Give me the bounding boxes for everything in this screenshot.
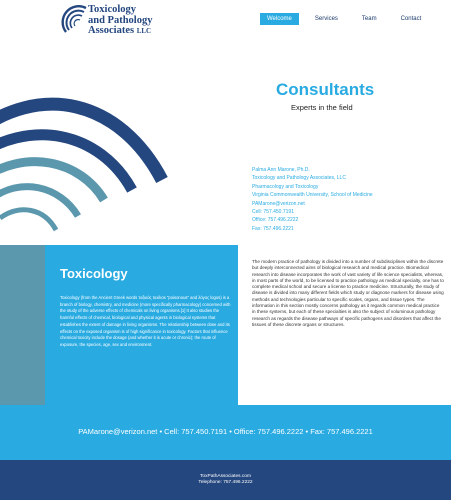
nav-welcome[interactable]: Welcome <box>260 13 299 25</box>
pathology-text: The modern practice of pathology is divided into a number of subdisciplines within the discrete but deeply interconnected aims of biological research and medical practice. Biomedical research into disease incorporates the work of vast variety of life science specialists, whereas, in most parts of the world, to be licensed to practice pathology as medical specialty, one has to complete medical school and secure a license to practice medicine. Structurally, the study of disease is divided into many different fields which study or diagnose markers for disease using methods and technologies particular to specific scales, organs, and tissue types. The information in this section mostly concerns pathology as it regards common medical practice in these systems, but each of these specialties is also the subject of voluminous pathology research as regards the disease pathways of specific pathogens and disorders that affect the tissues of these discrete organs or structures. <box>252 259 444 327</box>
nav-contact[interactable]: Contact <box>400 16 422 22</box>
contact-bar <box>0 405 451 460</box>
logo-line-3: Associates <box>88 25 135 36</box>
main-nav <box>260 13 437 25</box>
hero-title: Consultants <box>276 80 375 99</box>
logo-line-2: and Pathology <box>88 14 153 26</box>
footer-website-link[interactable]: ToxPathAssociates.com <box>200 474 251 479</box>
contact-department: Pharmacology and Toxicology <box>252 183 319 190</box>
site-footer <box>0 460 451 500</box>
footer-telephone: Telephone: 757.496.2222 <box>198 480 253 485</box>
contact-email-link[interactable]: PAMarone@verizon.net <box>252 200 305 207</box>
site-logo[interactable] <box>60 4 180 36</box>
contact-company: Toxicology and Pathology Associates, LLC <box>252 175 346 182</box>
logo-line-3-wrap <box>88 26 152 37</box>
contact-bar-text: PAMarone@verizon.net • Cell: 757.450.7191 • Office: 757.496.2222 • Fax: 757.496.2221 <box>78 427 373 436</box>
contact-office: Office: 757.496.2222 <box>252 217 299 224</box>
logo-arc-icon <box>60 4 90 36</box>
logo-wordmark <box>88 5 152 37</box>
contact-details <box>252 166 373 233</box>
logo-suffix: LLC <box>136 27 152 35</box>
nav-services[interactable]: Services <box>314 16 338 22</box>
site-header <box>0 0 451 40</box>
toxicology-section <box>0 245 451 405</box>
nav-team[interactable]: Team <box>361 16 377 22</box>
contact-name: Palma Ann Marone, Ph.D. <box>252 167 310 173</box>
logo-line-1: Toxicology <box>88 4 137 15</box>
contact-university: Virginia Commonwealth University, School of Medicine <box>252 192 373 199</box>
toxicology-text: Toxicology (from the Ancient Greek words τοξικός toxikos "poisonous" and λόγος logos) is a branch of biology, chemistry, and medicine (more specifically pharmacology) concerned with the study of the adverse effects of chemicals on living organisms.[1] It also studies the harmful effects of chemical, biological and physical agents in biological systems that establishes the extent of damage in living organisms. The relationship between dose and its effects on the exposed organism is of high significance in toxicology. Factors that influence chemical toxicity include the dosage (and whether it is acute or chronic); the route of exposure, the species, age, sex and environment. <box>60 295 231 347</box>
decorative-arcs-graphic <box>0 40 200 245</box>
toxicology-title: Toxicology <box>60 266 128 281</box>
contact-fax: Fax: 757.496.2221 <box>252 225 294 232</box>
contact-cell: Cell: 757.450.7191 <box>252 209 294 216</box>
side-strip <box>0 245 45 405</box>
hero-section <box>0 40 451 245</box>
hero-subtitle: Experts in the field <box>291 103 353 112</box>
